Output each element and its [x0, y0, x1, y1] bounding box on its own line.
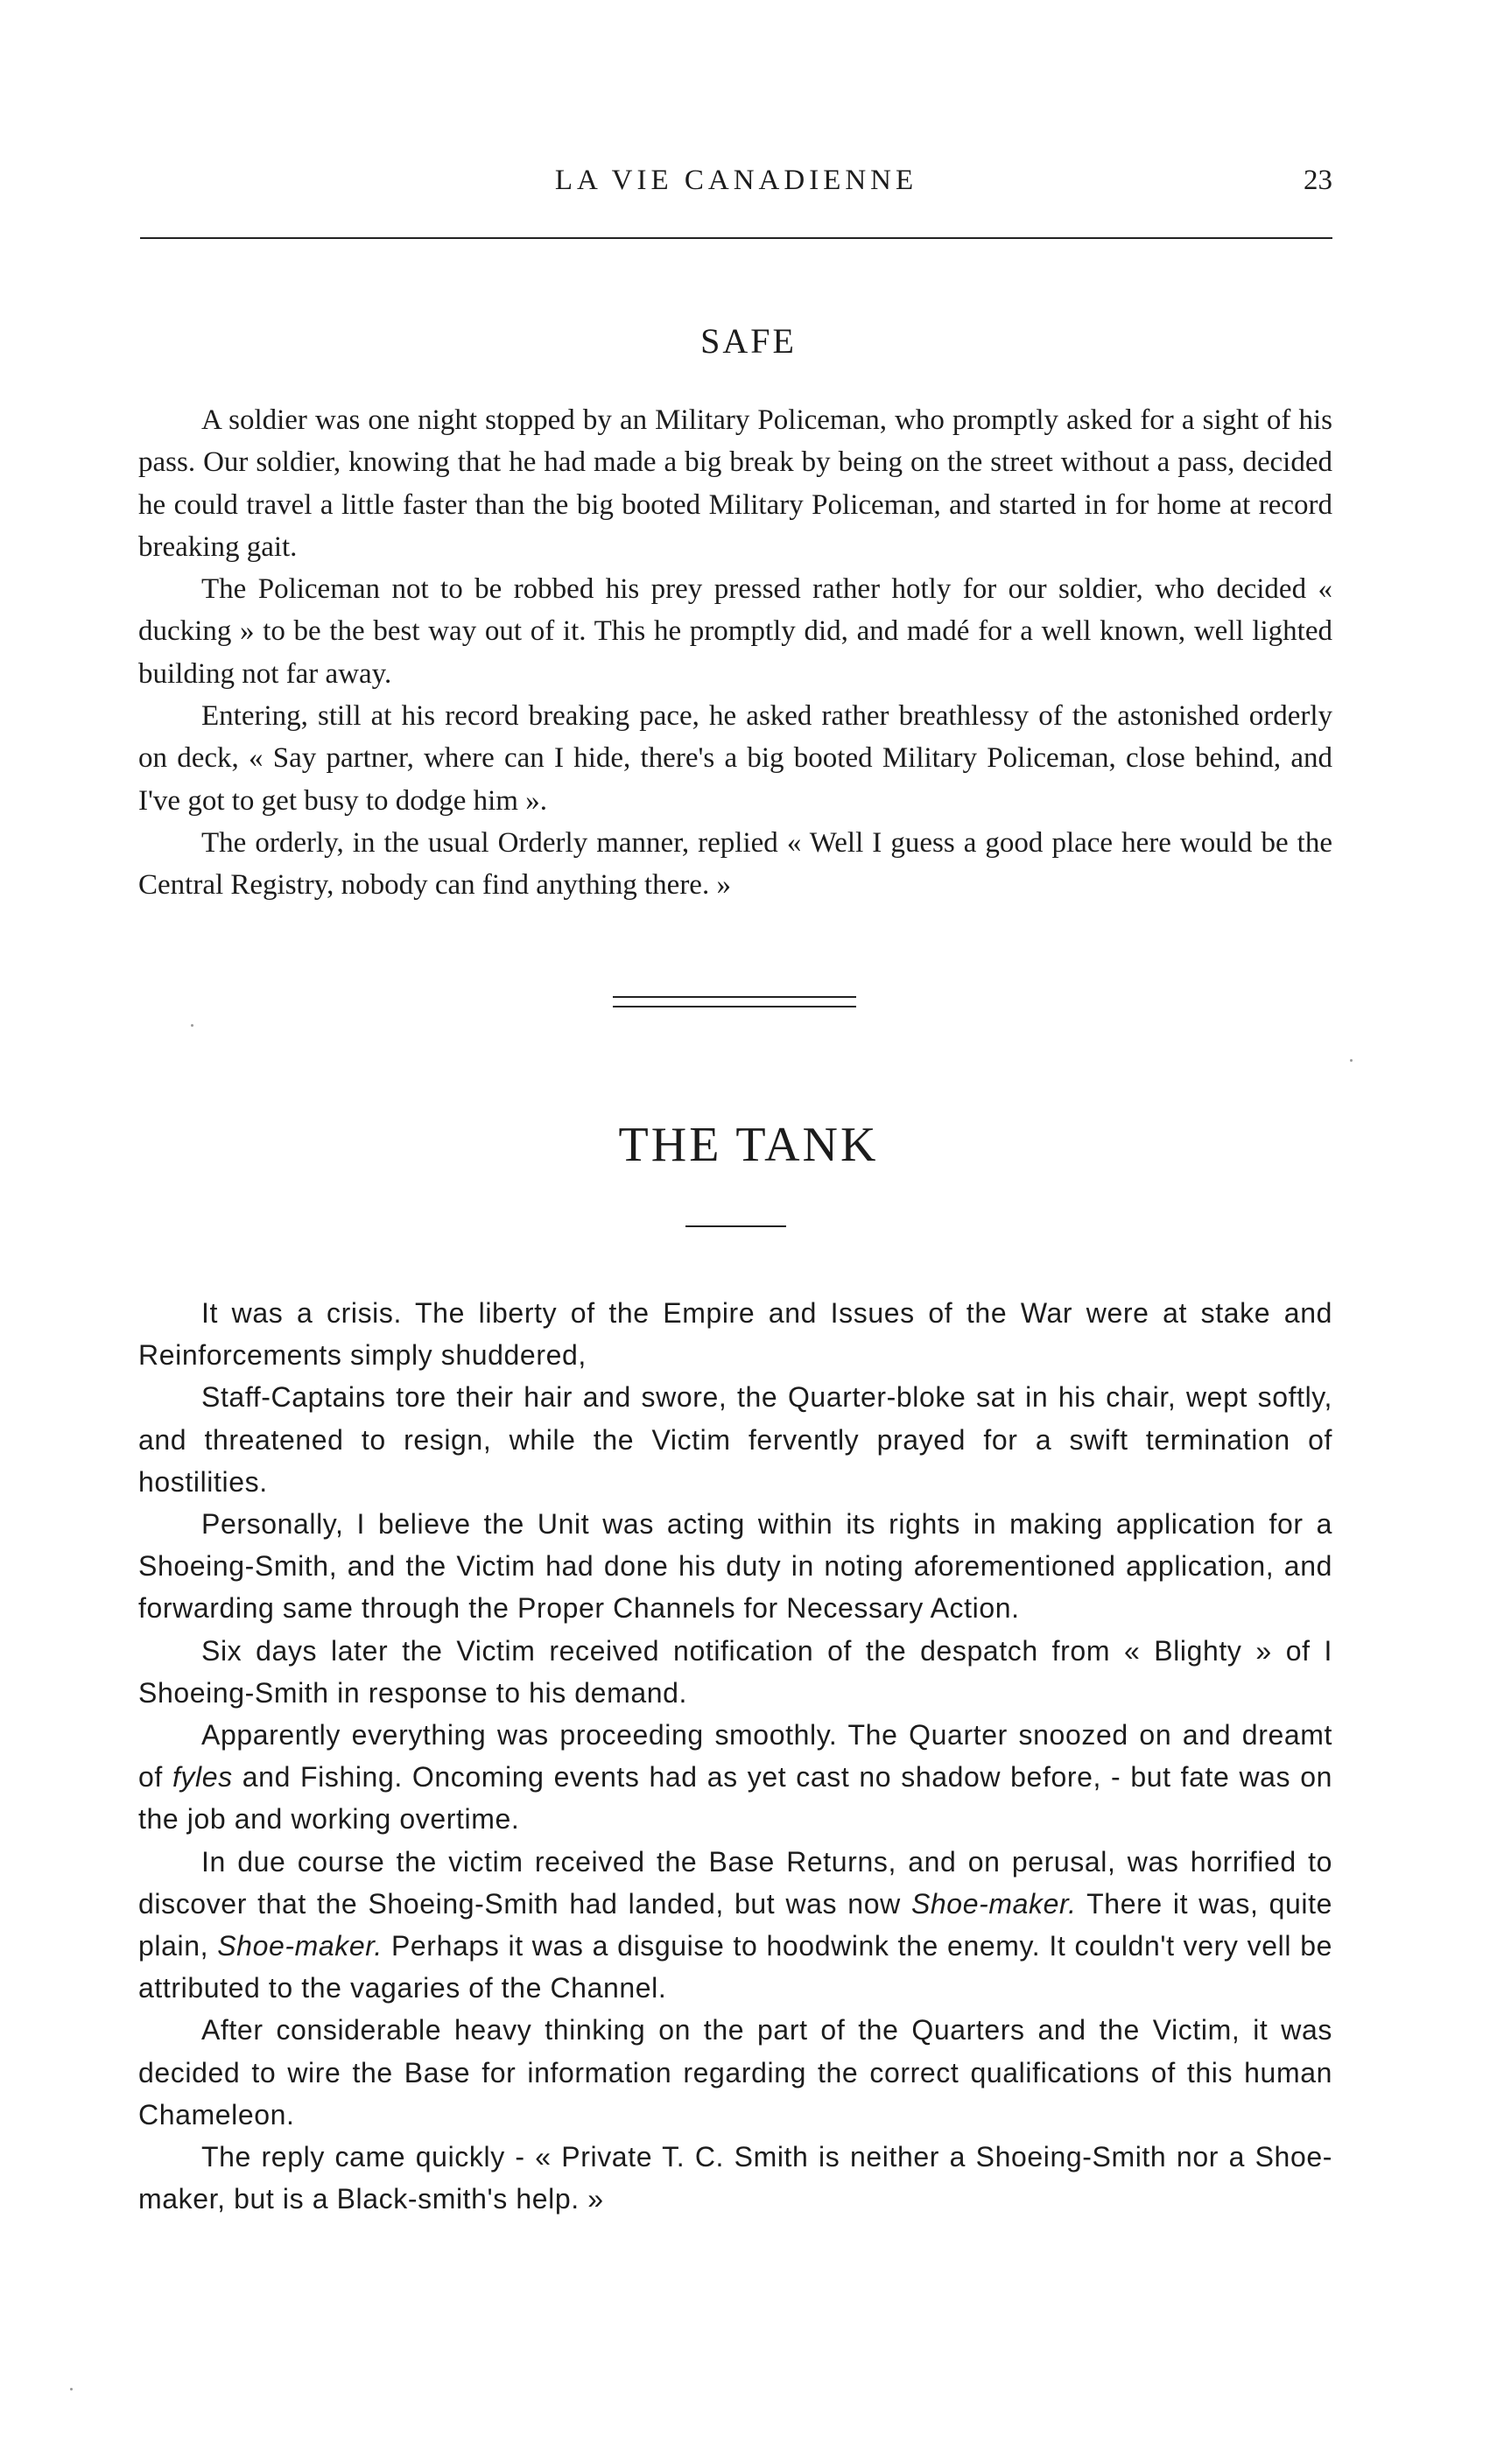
safe-paragraph: Entering, still at his record breaking pace, he asked rather breathlessy of the astonished orderly on deck, « Say partner, where can I hide, there's a big booted Military Policeman, close behind, and I've got to get busy to dodge him ». [138, 700, 1332, 817]
tank-paragraph: Six days later the Victim received notification of the despatch from « Blighty » of I Shoeing-Smith in response to his demand. [138, 1634, 1332, 1709]
tank-paragraph: Personally, I believe the Unit was acting within its rights in making application for a Shoeing-Smith, and the Victim had done his duty in noting aforementioned application, and forwarding same through the Proper Channels for Necessary Action. [138, 1508, 1332, 1625]
tank-title: THE TANK [618, 1118, 879, 1172]
tank-paragraph [138, 1714, 1332, 1841]
text-run: Perhaps it was a disguise to hoodwink the enemy. It couldn't very vell be attributed to the vagaries of the Channel. [138, 1930, 1332, 2004]
text-run: and Fishing. Oncoming events had as yet cast no shadow before, - but fate was on the job and working overtime. [138, 1761, 1332, 1836]
section-divider [613, 996, 856, 1007]
page-number: 23 [1304, 165, 1332, 196]
tank-paragraph [138, 1841, 1332, 2010]
italic-word: Shoe-maker. [217, 1930, 383, 1962]
running-header [140, 165, 1332, 208]
text-run: There it was, quite plain, [138, 1887, 1332, 1962]
title-underline [685, 1225, 786, 1227]
safe-article [138, 399, 1332, 907]
running-title: LA VIE CANADIENNE [554, 165, 918, 196]
italic-word: Shoe-maker. [910, 1887, 1077, 1920]
safe-paragraph: The orderly, in the usual Orderly manner, replied « Well I guess a good place here would be the Central Registry, nobody can find anything there. » [138, 826, 1332, 902]
header-rule [140, 237, 1332, 239]
safe-paragraph: The Policeman not to be robbed his prey pressed rather hotly for our soldier, who decided « ducking » to be the best way out of it. This he promptly did, and madé for a well known, well lighted building not far away. [138, 573, 1332, 690]
text-run: In due course the victim received the Base Returns, and on perusal, was horrified to discover that the Shoeing-Smith had landed, but was now [138, 1845, 1332, 1920]
safe-title: SAFE [700, 321, 797, 361]
print-speck [1350, 1059, 1353, 1062]
tank-paragraph: The reply came quickly - « Private T. C. Smith is neither a Shoeing-Smith nor a Shoe-maker, but is a Black-smith's help. » [138, 2141, 1332, 2215]
print-speck [70, 2388, 73, 2390]
tank-paragraph: Staff-Captains tore their hair and swore, the Quarter-bloke sat in his chair, wept softly, and threatened to resign, while the Victim fervently prayed for a swift termination of hostilities. [138, 1381, 1332, 1498]
tank-paragraph: It was a crisis. The liberty of the Empire and Issues of the War were at stake and Reinforcements simply shuddered, [138, 1297, 1332, 1372]
print-speck [191, 1024, 193, 1027]
tank-paragraph: After considerable heavy thinking on the part of the Quarters and the Victim, it was decided to wire the Base for information regarding the correct qualifications of this human Chameleon. [138, 2014, 1332, 2131]
tank-article [138, 1292, 1332, 2220]
text-run: Apparently everything was proceeding smoothly. The Quarter snoozed on and dreamt of [138, 1719, 1332, 1794]
safe-paragraph: A soldier was one night stopped by an Military Policeman, who promptly asked for a sight of his pass. Our soldier, knowing that he had made a big break by being on the street without a pass, decided he could travel a little faster than the big booted Military Policeman, and started in for home at record breaking gait. [138, 404, 1332, 563]
italic-word: fyles [172, 1761, 233, 1794]
